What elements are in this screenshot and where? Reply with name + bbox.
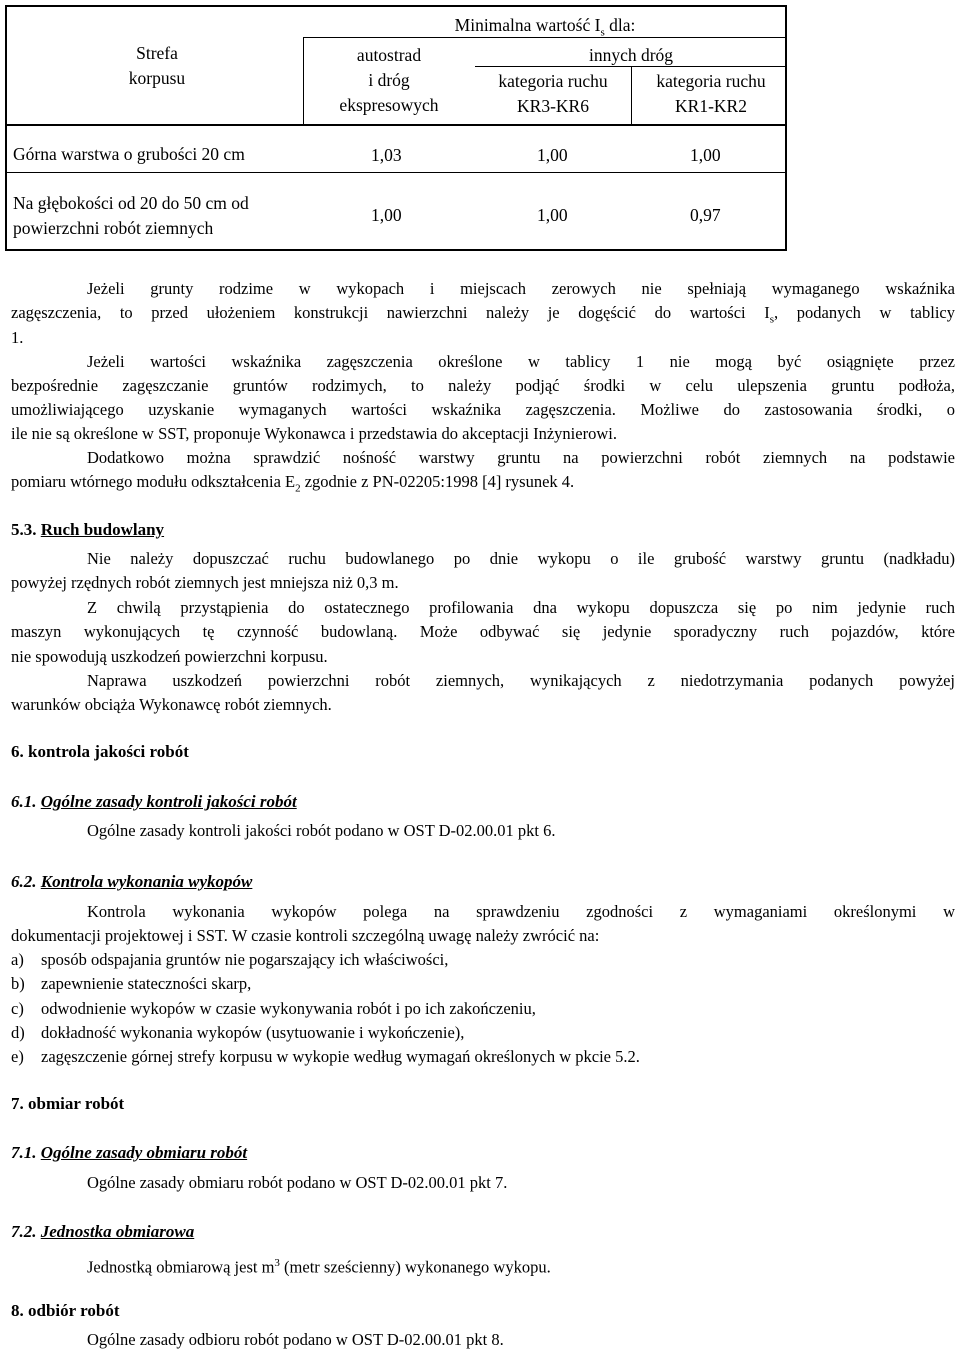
section-number: 7.2. <box>11 1222 41 1241</box>
table-cell: 0,97 <box>690 205 721 225</box>
header-motorways-line: ekspresowych <box>339 95 439 115</box>
para3-line <box>11 470 574 501</box>
header-kr3-kr6-line: KR3-KR6 <box>517 96 589 116</box>
section-7-2-text-part: (metr sześcienny) wykonanego wykopu. <box>279 1257 551 1277</box>
list-text: zapewnienie stateczności skarp, <box>41 974 252 993</box>
section-number: 7.1. <box>11 1143 41 1162</box>
table-row-label-line: powierzchni robót ziemnych <box>13 218 214 238</box>
section-8-heading: 8. odbiór robót <box>11 1301 120 1320</box>
para3-text: zgodnie z PN-02205:1998 [4] rysunek 4. <box>300 472 575 491</box>
section-8-text: Ogólne zasady odbioru robót podano w OST D-02.00.01 pkt 8. <box>87 1330 504 1349</box>
header-min-value-suffix: dla: <box>604 15 636 35</box>
header-motorways-line: autostrad <box>356 45 422 65</box>
superscript: 3 <box>274 1257 280 1269</box>
para2-line: umożliwiającego uzyskanie wymaganych wartości wskaźnika zagęszczenia. Możliwe do zastosowania środki, o <box>11 400 955 419</box>
list-item <box>11 1045 640 1070</box>
section-title: Kontrola wykonania wykopów <box>40 872 253 891</box>
list-marker: c) <box>11 999 24 1018</box>
section-number: 6.1. <box>11 792 41 811</box>
header-kr3-kr6-line: kategoria ruchu <box>498 71 608 91</box>
para4-line: powyżej rzędnych robót ziemnych jest mniejsza niż 0,3 m. <box>11 573 399 592</box>
para1-line: 1. <box>11 328 24 347</box>
table-cell: 1,00 <box>537 145 568 165</box>
para1-text: , podanych w tablicy <box>774 303 955 322</box>
table-cell: 1,00 <box>537 205 568 225</box>
list-text: dokładność wykonania wykopów (usytuowanie i wykończenie), <box>41 1023 465 1042</box>
header-min-value-sub: s <box>600 26 605 39</box>
table-cell: 1,00 <box>690 145 721 165</box>
section-5-3-heading <box>11 520 164 540</box>
para1-line: Jeżeli grunty rodzime w wykopach i miejscach zerowych nie spełniają wymaganego wskaźnika <box>87 279 955 298</box>
section-6-2-heading <box>11 872 252 892</box>
section-7-heading: 7. obmiar robót <box>11 1094 125 1113</box>
header-kr1-kr2-line: KR1-KR2 <box>675 96 747 116</box>
table-divider <box>7 172 785 173</box>
header-zone-line: Strefa <box>136 43 178 63</box>
list-text: sposób odspajania gruntów nie pogarszający ich właściwości, <box>41 950 449 969</box>
table-cell: 1,03 <box>371 145 402 165</box>
list-text: zagęszczenie górnej strefy korpusu w wykopie według wymagań określonych w pkcie 5.2. <box>41 1047 640 1066</box>
section-7-1-text: Ogólne zasady obmiaru robót podano w OST D-02.00.01 pkt 7. <box>87 1173 508 1192</box>
table-divider <box>631 66 632 124</box>
section-7-2-heading <box>11 1222 194 1242</box>
para5-line: maszyn wykonujących tę czynność budowlaną. Może odbywać się jedynie sporadyczny ruch pojazdów, które <box>11 622 955 641</box>
para6-line: Naprawa uszkodzeń powierzchni robót ziemnych, wynikających z niedotrzymania podanych powyżej <box>87 671 955 690</box>
section-7-2-text-part: Jednostką obmiarową jest m <box>87 1257 275 1277</box>
para3-text: pomiaru wtórnego modułu odkształcenia E <box>11 472 296 491</box>
para1-sub: s <box>769 313 775 326</box>
para6-line: warunków obciąża Wykonawcę robót ziemnych. <box>11 695 332 714</box>
header-kr1-kr2 <box>633 69 789 119</box>
requirements-table <box>5 5 787 251</box>
header-min-value-text: Minimalna wartość I <box>454 15 601 35</box>
list-text: odwodnienie wykopów w czasie wykonywania robót i po ich zakończeniu, <box>41 999 536 1018</box>
section-number: 6.2. <box>11 872 41 891</box>
section-7-1-heading <box>11 1143 247 1163</box>
section-6-1-text: Ogólne zasady kontroli jakości robót podano w OST D-02.00.01 pkt 6. <box>87 821 556 840</box>
para5-line: nie spowodują uszkodzeń powierzchni korpusu. <box>11 647 328 666</box>
table-divider <box>7 124 785 126</box>
list-marker: b) <box>11 974 25 993</box>
section-6-heading: 6. kontrola jakości robót <box>11 742 189 761</box>
header-motorways <box>303 43 475 118</box>
section-title: Ruch budowlany <box>40 520 165 539</box>
list-item <box>11 997 536 1022</box>
section-title: Ogólne zasady kontroli jakości robót <box>40 792 297 811</box>
section-6-2-line: dokumentacji projektowej i SST. W czasie kontroli szczególną uwagę należy zwrócić na: <box>11 926 600 945</box>
table-cell: 1,00 <box>371 205 402 225</box>
para4-line: Nie należy dopuszczać ruchu budowlanego po dnie wykopu o ile grubość warstwy gruntu (nadkładu) <box>87 549 955 568</box>
para5-line: Z chwilą przystąpienia do ostatecznego profilowania dna wykopu dopuszcza się po nim jedynie ruch <box>87 598 955 617</box>
para3-sub: 2 <box>295 482 301 495</box>
section-title: Ogólne zasady obmiaru robót <box>40 1143 248 1162</box>
para2-line: bezpośrednie zagęszczanie gruntów rodzimych, to należy podjąć środki w celu ulepszenia gruntu podłoża, <box>11 376 955 395</box>
table-row-label: Górna warstwa o grubości 20 cm <box>13 144 245 164</box>
section-number: 5.3. <box>11 520 41 539</box>
section-6-1-heading <box>11 792 297 812</box>
list-item <box>11 972 251 997</box>
header-zone-line: korpusu <box>128 68 186 88</box>
section-title: Jednostka obmiarowa <box>40 1222 195 1241</box>
header-zone <box>67 41 247 91</box>
list-marker: d) <box>11 1023 25 1042</box>
para3-line: Dodatkowo można sprawdzić nośność warstwy gruntu na powierzchni robót ziemnych na podstawie <box>87 448 955 467</box>
header-kr1-kr2-line: kategoria ruchu <box>656 71 766 91</box>
para1-text: zagęszczenia, to przed ułożeniem konstrukcji nawierzchni należy je dogęścić do wartości I <box>11 303 770 322</box>
list-item <box>11 1021 464 1046</box>
header-kr3-kr6 <box>475 69 631 119</box>
para1-line <box>11 301 955 332</box>
header-motorways-line: i dróg <box>368 70 410 90</box>
header-min-value <box>303 13 787 46</box>
table-row-label <box>13 191 249 241</box>
table-row-label-line: Na głębokości od 20 do 50 cm od <box>13 193 249 213</box>
para2-line: ile nie są określone w SST, proponuje Wykonawca i przedstawia do akceptacji Inżynierowi. <box>11 424 617 443</box>
list-item <box>11 948 448 973</box>
header-other-roads: innych dróg <box>588 45 674 65</box>
list-marker: e) <box>11 1047 24 1066</box>
section-7-2-text <box>87 1251 551 1280</box>
list-marker: a) <box>11 950 24 969</box>
section-6-2-line: Kontrola wykonania wykopów polega na sprawdzeniu zgodności z wymaganiami określonymi w <box>87 902 955 921</box>
para2-line: Jeżeli wartości wskaźnika zagęszczenia określone w tablicy 1 nie mogą być osiągnięte przez <box>87 352 955 371</box>
